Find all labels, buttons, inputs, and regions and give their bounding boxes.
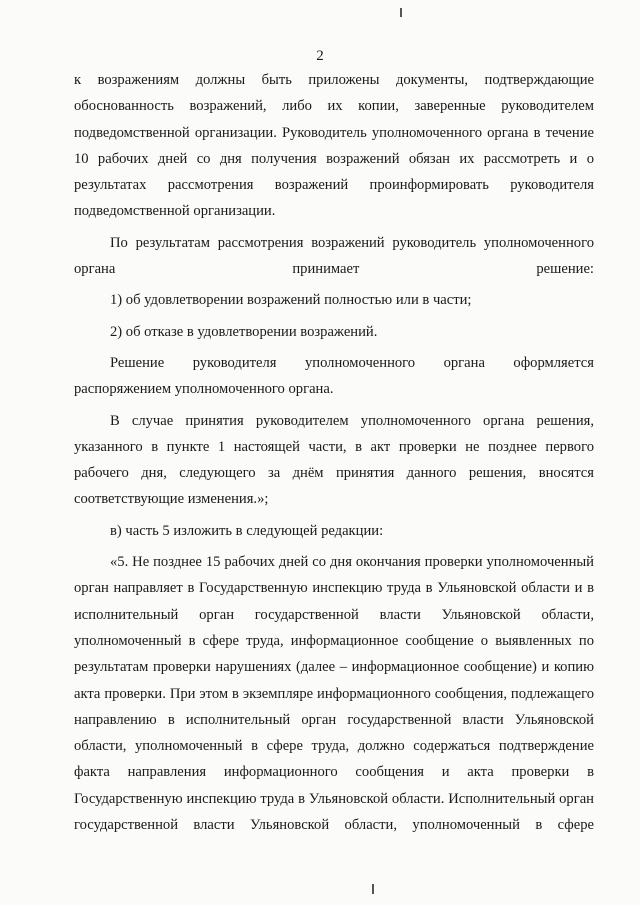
paragraph-decision-form: Решение руководителя уполномоченного органа оформляется распоряжением уполномоченного органа. [74, 354, 594, 398]
paragraph-decision-intro: По результатам рассмотрения возражений руководитель уполномоченного органа принимает решение: [74, 234, 594, 278]
paragraph-option-1: 1) об удовлетворении возражений полностью или в части; [110, 292, 472, 309]
paragraph-option-2: 2) об отказе в удовлетворении возражений. [110, 323, 378, 340]
page-number: 2 [316, 48, 324, 64]
document-body [74, 67, 594, 838]
paragraph-part-5-heading: в) часть 5 изложить в следующей редакции: [110, 522, 384, 539]
paragraph-part-5-text: «5. Не позднее 15 рабочих дней со дня окончания проверки уполномоченный орган направляет в Государственную инспекцию труда в Ульяновской области и в исполнительный орган государственной власти Ульяновской области, уполномоченный в сфере труда, информационное сообщение о выявленных по результатам проверки нарушениях (далее – информационное сообщение) и копию акта проверки. При этом в экземпляре информационного сообщения, подлежащего направлению в исполнительный орган государственной власти Ульяновской области, уполномоченный в сфере труда, должно содержаться подтверждение факта направления информационного сообщения и акта проверки в Государственную инспекцию труда в Ульяновской области. Исполнительный орган государственной власти Ульяновской области, уполномоченный в сфере [74, 554, 594, 834]
scan-mark-top [400, 8, 402, 17]
scan-mark-bottom [372, 884, 374, 894]
paragraph-objection-documents: к возражениям должны быть приложены документы, подтверждающие обоснованность возражений, либо их копии, заверенные руководителем подведомственной организации. Руководитель уполномоченного органа в течение 10 рабочих дней со дня получения возражений обязан их рассмотреть и о результатах рассмотрения возражений проинформировать руководителя подведомственной организации. [74, 72, 594, 220]
paragraph-act-amendment: В случае принятия руководителем уполномоченного органа решения, указанного в пункте 1 настоящей части, в акт проверки не позднее первого рабочего дня, следующего за днём принятия данного решения, вносятся соответствующие изменения.»; [74, 412, 594, 508]
